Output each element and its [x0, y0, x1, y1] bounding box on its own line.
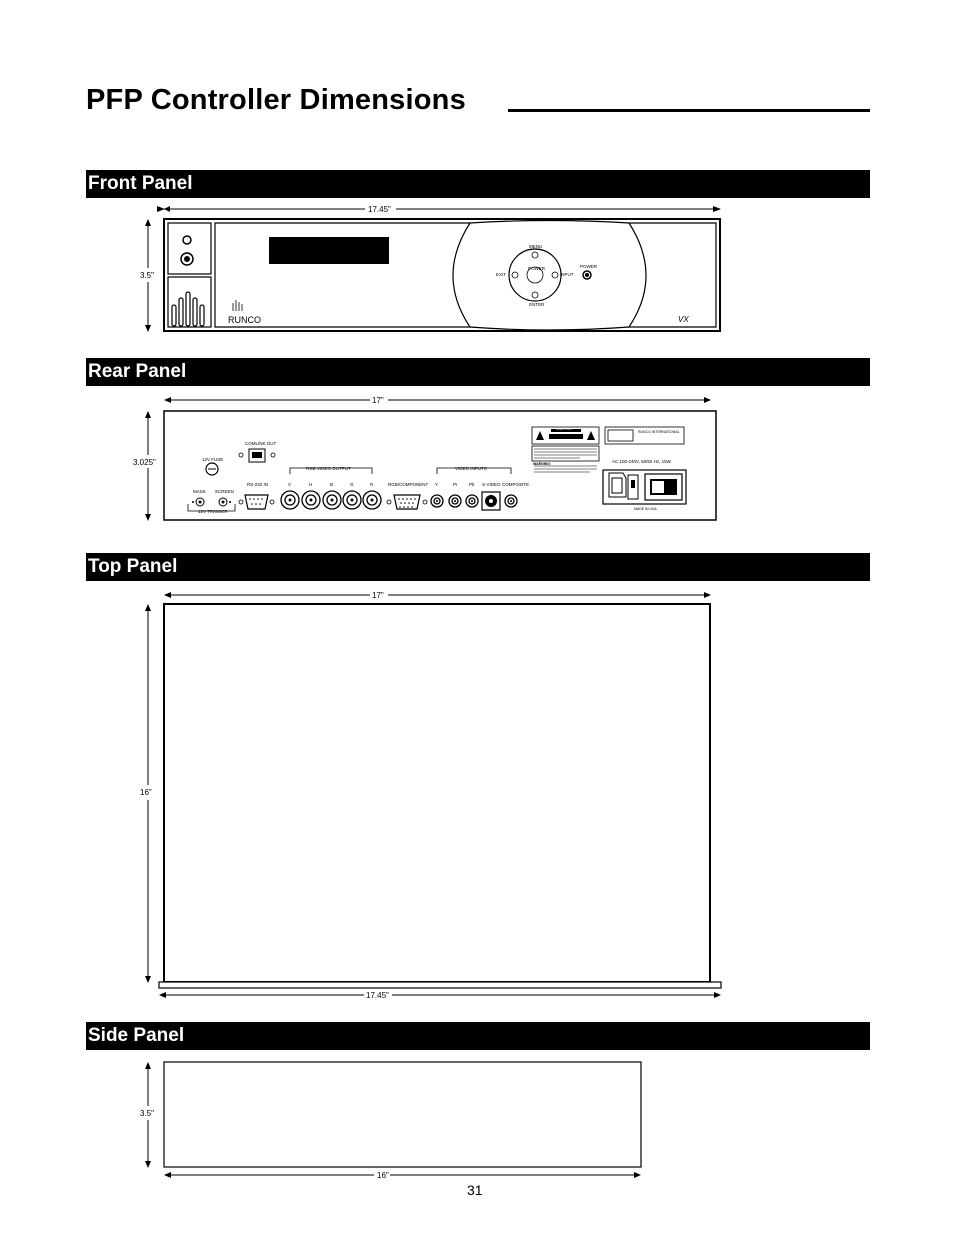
rear-height-label: 3.025"	[133, 458, 156, 467]
b-label: B	[330, 482, 334, 487]
page-number: 31	[467, 1182, 483, 1198]
rgb-component-label: RGB/COMPONENT	[388, 482, 429, 487]
comlink-label: COMLINK OUT	[245, 441, 277, 446]
rs232-label: RS-232 IN	[247, 482, 269, 487]
side-depth-label: 16"	[377, 1171, 389, 1180]
front-width-label: 17.45"	[368, 205, 391, 214]
side-panel-drawing	[164, 1062, 641, 1167]
h-label: H	[309, 482, 313, 487]
section-header-front: Front Panel	[86, 170, 870, 198]
g-label: G	[350, 482, 354, 487]
top-depth-label: 16"	[140, 788, 152, 797]
front-height-label: 3.5"	[140, 271, 154, 280]
v-label: V	[288, 482, 292, 487]
rgb-output-label: RGB VIDEO OUTPUT	[306, 466, 351, 471]
top-width-label: 17"	[372, 591, 384, 600]
power-rating-label: AC 100-240V, 50/60 Hz, 15W	[612, 459, 671, 464]
fuse-label: 12V FUSE	[202, 457, 224, 462]
side-depth-dimension	[164, 1172, 641, 1178]
nav-center-label: POWER	[528, 266, 546, 271]
r-label: R	[370, 482, 374, 487]
y-label: Y	[435, 482, 439, 487]
nav-input-label: INPUT	[560, 272, 574, 277]
pb-label: Pb	[469, 482, 475, 487]
caution-label: CAUTION	[556, 427, 572, 431]
front-brand-logo: RUNCO	[228, 315, 261, 325]
section-header-top: Top Panel	[86, 553, 870, 581]
side-height-label: 3.5"	[140, 1109, 154, 1118]
nav-enter-label: ENTER	[529, 302, 545, 307]
rear-width-label: 17"	[372, 396, 384, 405]
composite-label: COMPOSITE	[502, 482, 530, 487]
front-model-logo: VX	[678, 315, 689, 324]
video-inputs-label: VIDEO INPUTS	[455, 466, 487, 471]
pr-label: Pr	[453, 482, 458, 487]
made-in-label: MADE IN USA	[634, 507, 657, 511]
nav-menu-label: MENU	[529, 244, 543, 249]
nav-exit-label: EXIT	[496, 272, 507, 277]
warning-label: WARNING:	[533, 462, 552, 466]
trigger-label: 12V TRIGGER	[198, 509, 228, 514]
svideo-label: S-VIDEO	[482, 482, 501, 487]
section-header-side: Side Panel	[86, 1022, 870, 1050]
mask-label: MASK	[193, 489, 206, 494]
page-title: PFP Controller Dimensions	[86, 84, 466, 116]
power-button-label: POWER	[580, 264, 598, 269]
screen-label: SCREEN	[215, 489, 234, 494]
runco-intl-label: RUNCO INTERNATIONAL	[638, 430, 680, 434]
top-bottom-width-label: 17.45"	[366, 991, 389, 1000]
section-header-rear: Rear Panel	[86, 358, 870, 386]
